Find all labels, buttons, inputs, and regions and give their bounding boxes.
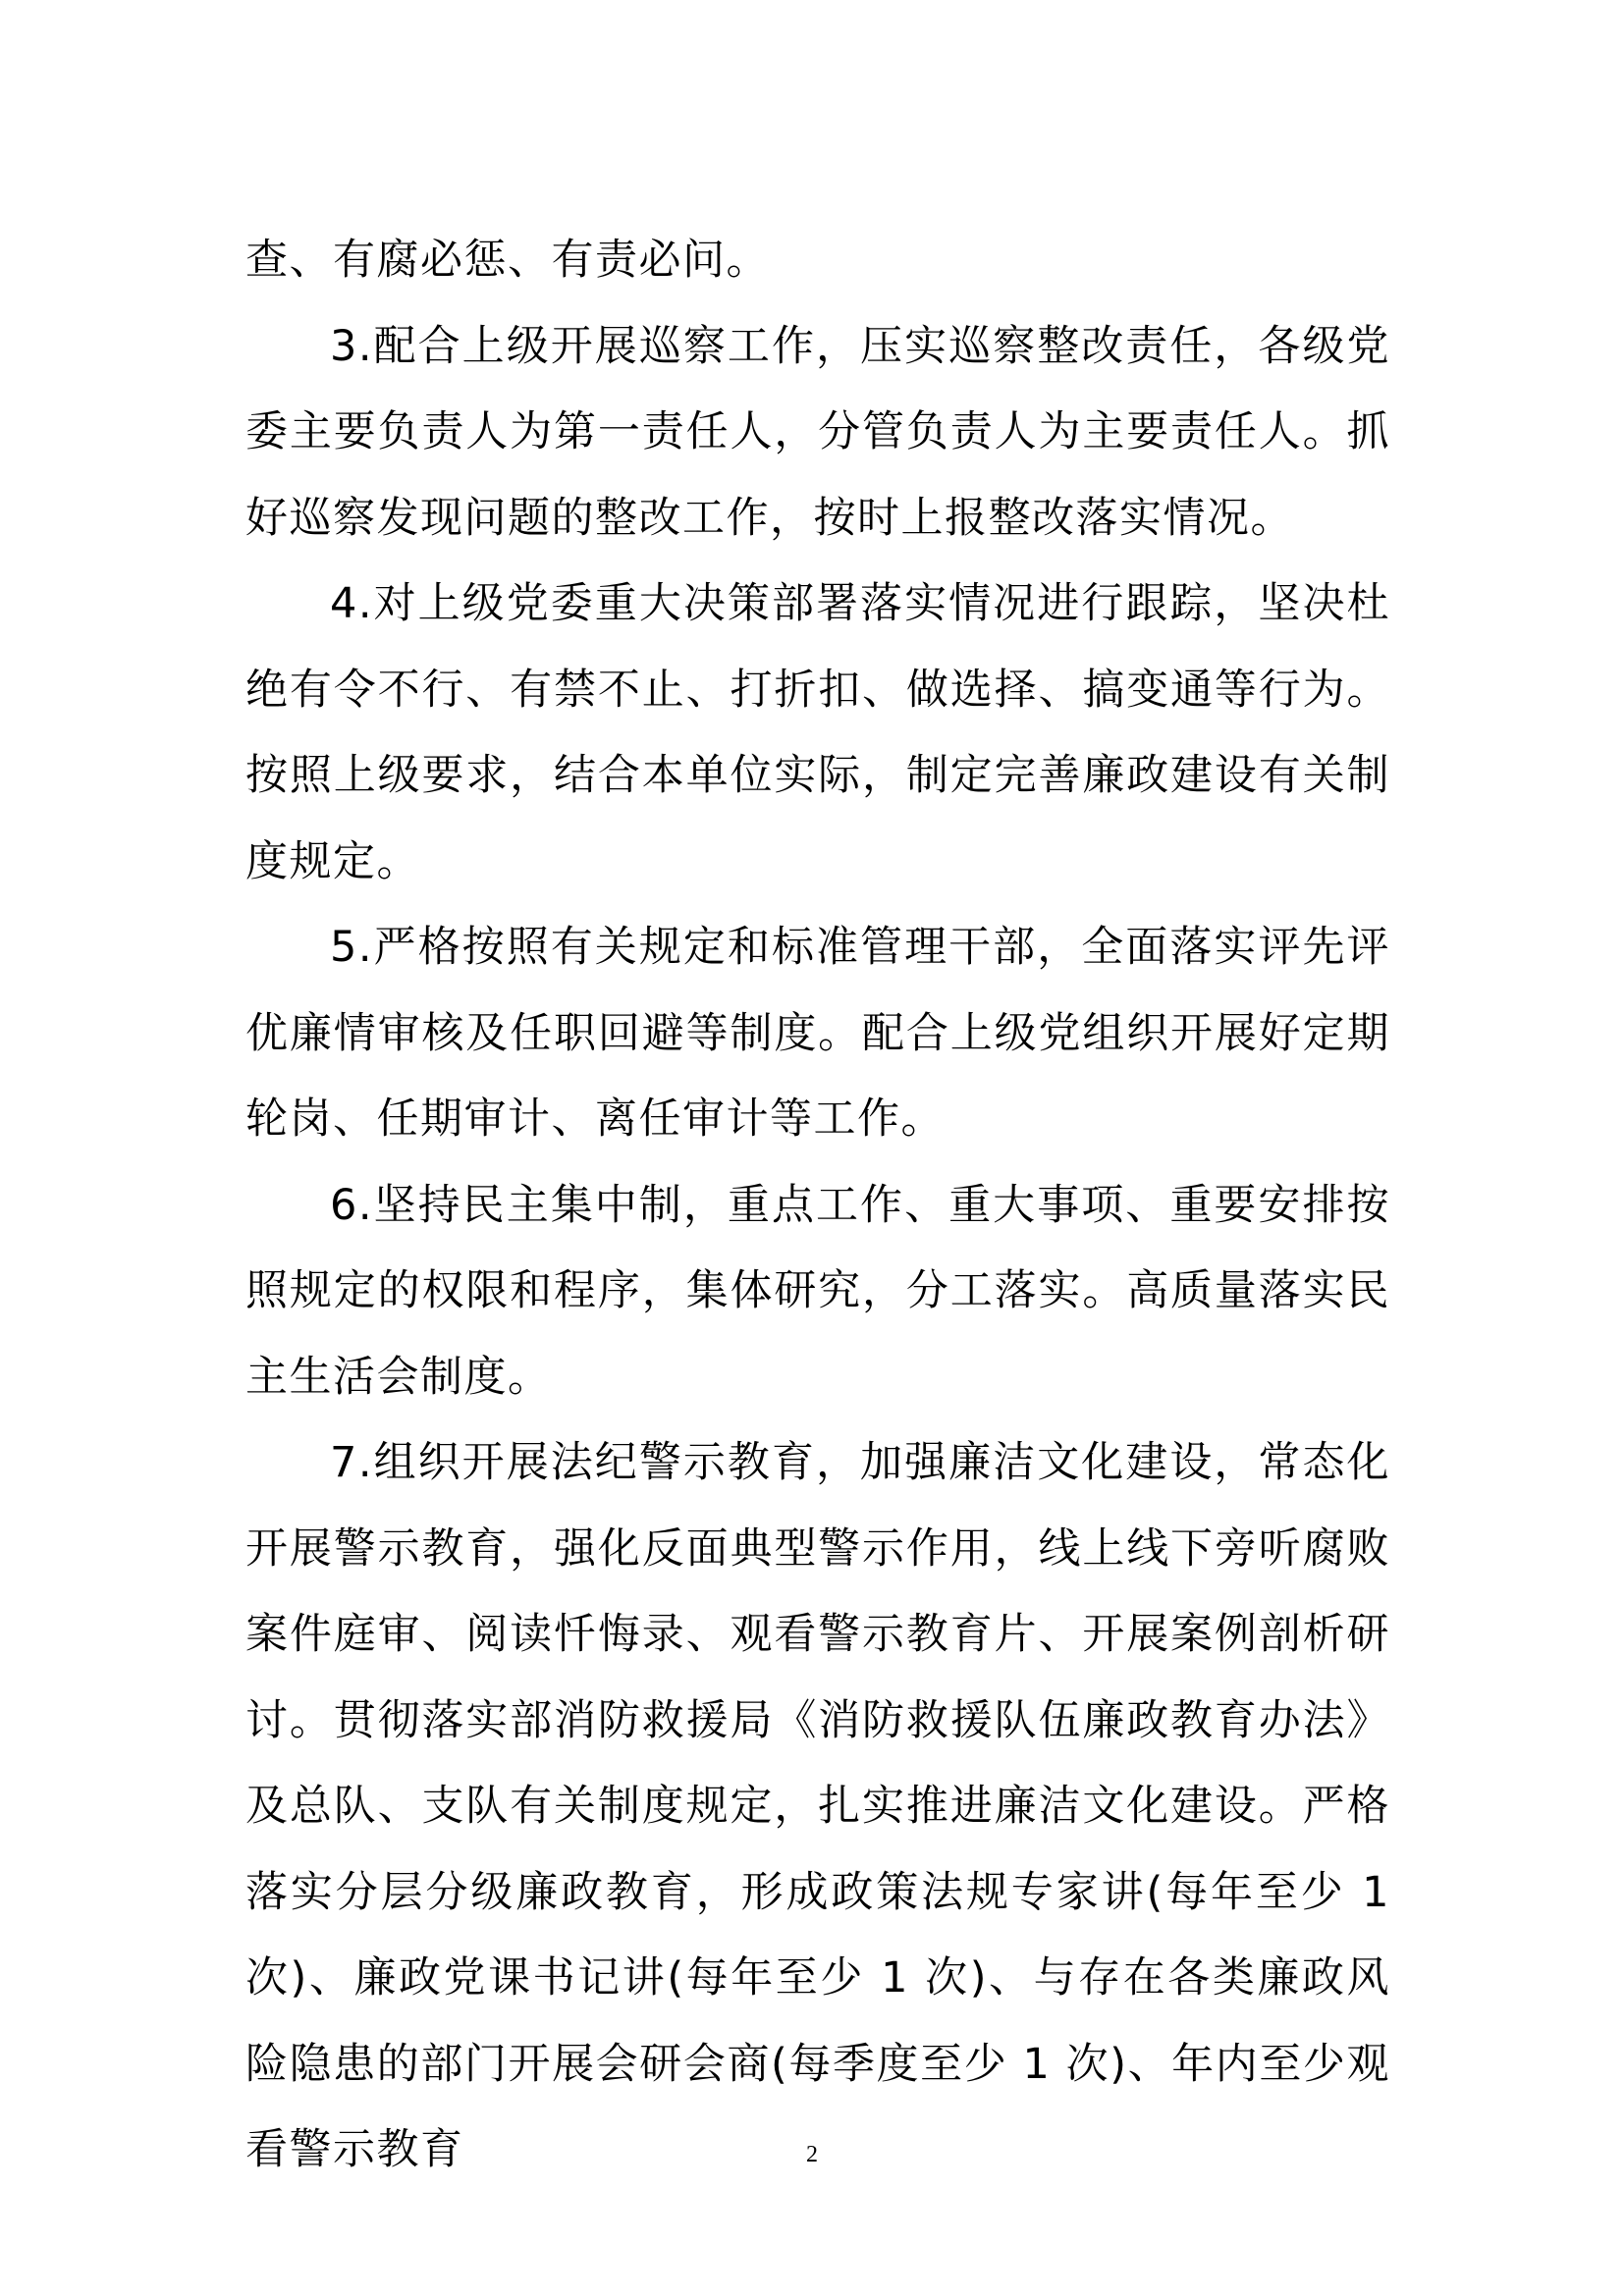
document-body: [245, 218, 1390, 2194]
paragraph-item-4: 4.对上级党委重大决策部署落实情况进行跟踪，坚决杜绝有令不行、有禁不止、打折扣、做选择、搞变通等行为。按照上级要求，结合本单位实际，制定完善廉政建设有关制度规定。: [245, 579, 1390, 886]
paragraph-item-3: 3.配合上级开展巡察工作，压实巡察整改责任，各级党委主要负责人为第一责任人，分管负责人为主要责任人。抓好巡察发现问题的整改工作，按时上报整改落实情况。: [245, 321, 1390, 543]
paragraph-item-5: 5.严格按照有关规定和标准管理干部，全面落实评先评优廉情审核及任职回避等制度。配合上级党组织开展好定期轮岗、任期审计、离任审计等工作。: [245, 923, 1390, 1144]
paragraph-continuation: 查、有腐必惩、有责必问。: [245, 236, 770, 285]
page-number: 2: [806, 2142, 818, 2167]
paragraph-item-7: 7.组织开展法纪警示教育，加强廉洁文化建设，常态化开展警示教育，强化反面典型警示作用，线上线下旁听腐败案件庭审、阅读忏悔录、观看警示教育片、开展案例剖析研讨。贯彻落实部消防救援局《消防救援队伍廉政教育办法》及总队、支队有关制度规定，扎实推进廉洁文化建设。严格落实分层分级廉政教育，形成政策法规专家讲(每年至少 1 次)、廉政党课书记讲(每年至少 1 次)、与存在各类廉政风险隐患的部门开展会研会商(每季度至少 1 次)、年内至少观看警示教育: [245, 1438, 1390, 2174]
paragraph-item-6: 6.坚持民主集中制，重点工作、重大事项、重要安排按照规定的权限和程序，集体研究，分工落实。高质量落实民主生活会制度。: [245, 1180, 1390, 1402]
